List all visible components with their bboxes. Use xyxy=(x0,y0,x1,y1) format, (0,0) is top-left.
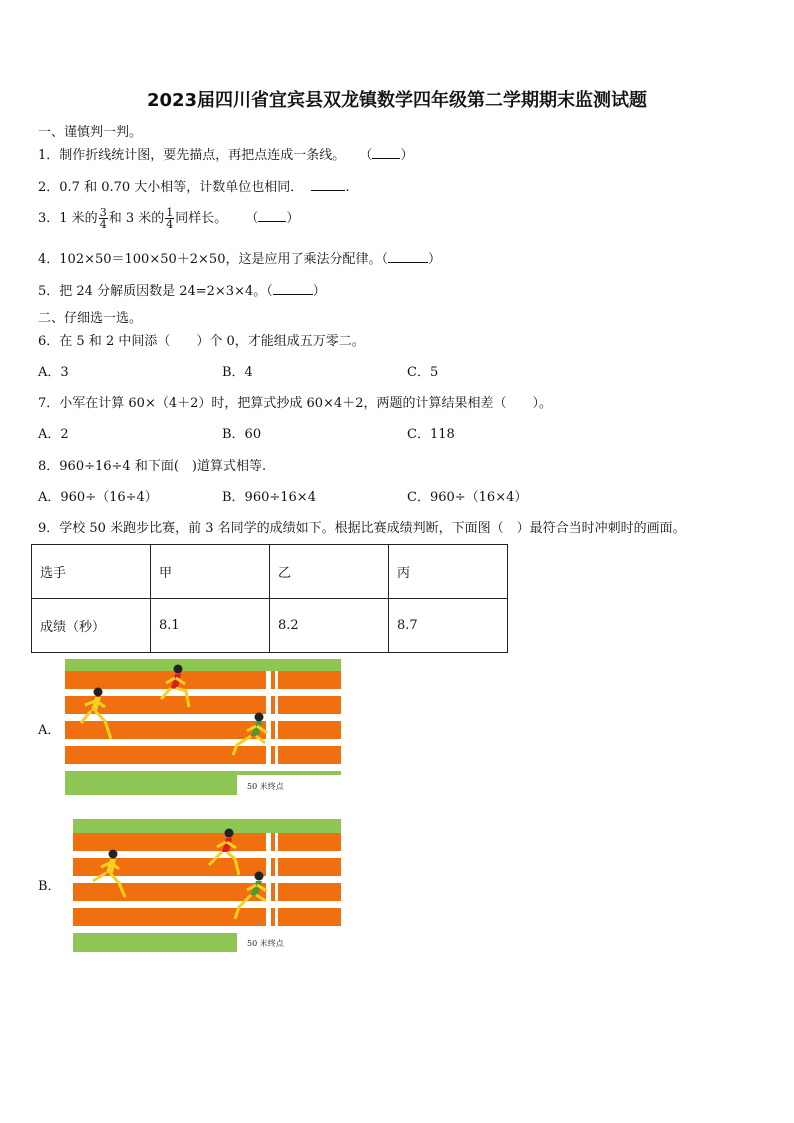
table-cell: 选手 xyxy=(32,545,151,599)
answer-blank[interactable] xyxy=(273,282,313,295)
question-9-option-b[interactable]: B． xyxy=(38,879,61,894)
answer-paren-close: ） xyxy=(428,252,442,267)
question-2-text: 2．0.7 和 0.70 大小相等，计数单位也相同． xyxy=(38,180,304,195)
answer-paren-close: ） xyxy=(312,284,326,299)
question-7-option-b[interactable]: B．60 xyxy=(222,427,262,442)
question-2-end: . xyxy=(345,180,350,195)
question-9-option-a[interactable]: A． xyxy=(38,723,61,738)
question-6-option-c[interactable]: C．5 xyxy=(407,365,439,380)
question-7-option-c[interactable]: C．118 xyxy=(407,427,455,442)
question-4 xyxy=(38,250,441,268)
question-9: 9．学校 50 米跑步比赛，前 3 名同学的成绩如下。根据比赛成绩判断，下面图（ ）最符合当时冲刺时的画面。 xyxy=(38,521,686,536)
answer-blank[interactable] xyxy=(372,146,400,159)
question-2 xyxy=(38,178,350,196)
answer-blank[interactable] xyxy=(388,250,428,263)
question-8-option-a[interactable]: A．960÷（16÷4） xyxy=(38,490,158,505)
question-7: 7．小军在计算 60×（4＋2）时，把算式抄成 60×4＋2，两题的计算结果相差（ ）。 xyxy=(38,396,552,411)
question-8: 8．960÷16÷4 和下面( )道算式相等. xyxy=(38,459,267,474)
question-5-text: 5．把 24 分解质因数是 24=2×3×4。 xyxy=(38,284,267,299)
answer-paren-close: ） xyxy=(400,148,414,163)
fraction-one-quarter: $\frac{1}{4}$ xyxy=(166,206,174,231)
finish-label: 50 米终点 xyxy=(247,782,284,791)
results-table xyxy=(31,544,508,653)
fraction-three-quarters: $\frac{3}{4}$ xyxy=(99,206,107,231)
table-cell: 8.7 xyxy=(389,599,508,653)
finish-label: 50 米终点 xyxy=(247,939,284,948)
answer-blank[interactable] xyxy=(311,178,345,191)
table-cell: 丙 xyxy=(389,545,508,599)
table-cell: 8.2 xyxy=(270,599,389,653)
answer-paren-open: （ xyxy=(359,148,373,163)
question-7-option-a[interactable]: A．2 xyxy=(38,427,69,442)
table-cell: 甲 xyxy=(151,545,270,599)
question-3-suffix: 同样长。 xyxy=(175,211,228,226)
table-row xyxy=(32,545,508,599)
question-8-option-c[interactable]: C．960÷（16×4） xyxy=(407,490,528,505)
question-6: 6．在 5 和 2 中间添（ ）个 0，才能组成五万零二。 xyxy=(38,334,365,349)
question-3-middle: 和 3 米的 xyxy=(108,211,165,226)
page-title: 2023届四川省宜宾县双龙镇数学四年级第二学期期末监测试题 xyxy=(146,90,648,111)
question-8-option-b[interactable]: B．960÷16×4 xyxy=(222,490,316,505)
question-5 xyxy=(38,282,326,300)
answer-paren-close: ） xyxy=(286,211,300,226)
question-1-text: 1．制作折线统计图，要先描点，再把点连成一条线。 xyxy=(38,148,346,163)
question-1 xyxy=(38,146,413,164)
table-row xyxy=(32,599,508,653)
answer-paren-open: （ xyxy=(245,211,259,226)
table-cell: 成绩（秒） xyxy=(32,599,151,653)
question-6-option-a[interactable]: A．3 xyxy=(38,365,69,380)
section-1-heading: 一、谨慎判一判。 xyxy=(38,125,143,140)
answer-blank[interactable] xyxy=(258,209,286,222)
question-3-prefix: 3．1 米的 xyxy=(38,211,98,226)
question-4-text: 4．102×50＝100×50＋2×50，这是应用了乘法分配律。 xyxy=(38,252,382,267)
track-picture-a[interactable] xyxy=(65,659,341,795)
question-3 xyxy=(38,206,299,232)
answer-paren-open: （ xyxy=(266,284,273,299)
answer-paren-open: （ xyxy=(381,252,388,267)
track-picture-b[interactable] xyxy=(73,819,341,952)
table-cell: 乙 xyxy=(270,545,389,599)
question-6-option-b[interactable]: B．4 xyxy=(222,365,253,380)
table-cell: 8.1 xyxy=(151,599,270,653)
section-2-heading: 二、仔细选一选。 xyxy=(38,311,143,326)
